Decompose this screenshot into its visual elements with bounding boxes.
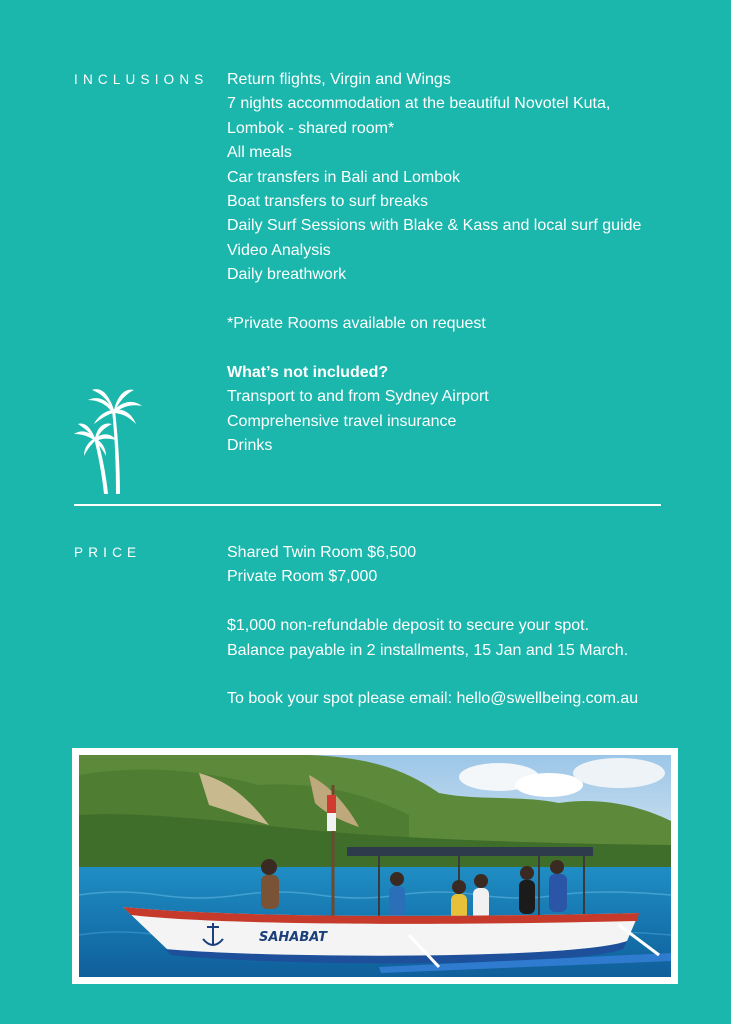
boat-photo: [79, 755, 671, 977]
not-included-item: Comprehensive travel insurance: [227, 412, 457, 430]
inclusion-item: Return flights, Virgin and Wings: [227, 71, 451, 88]
not-included-item: Transport to and from Sydney Airport: [227, 388, 489, 406]
inclusion-item: Lombok - shared room*: [227, 119, 395, 137]
inclusion-item: Boat transfers to surf breaks: [227, 193, 428, 211]
inclusion-item: Video Analysis: [227, 241, 331, 259]
price-option: Private Room $7,000: [227, 568, 378, 586]
boat-photo-frame: [72, 748, 678, 984]
booking-email: To book your spot please email: hello@swellbeing.com.au: [227, 690, 639, 708]
section-divider: [74, 504, 661, 506]
boat-name-text: SAHABAT: [259, 930, 327, 945]
inclusion-item: Daily breathwork: [227, 266, 347, 284]
inclusion-item: 7 nights accommodation at the beautiful Novotel Kuta,: [227, 95, 611, 113]
palm-tree-icon: [72, 388, 148, 496]
not-included-item: Drinks: [227, 437, 273, 455]
price-option: Shared Twin Room $6,500: [227, 544, 417, 561]
inclusions-label: INCLUSIONS: [74, 72, 209, 87]
inclusions-list: [227, 68, 717, 458]
price-label: PRICE: [74, 545, 142, 560]
inclusion-item: Car transfers in Bali and Lombok: [227, 168, 460, 186]
balance-text: Balance payable in 2 installments, 15 Jan and 15 March.: [227, 641, 629, 659]
inclusion-item: All meals: [227, 144, 292, 162]
price-details: [227, 541, 717, 712]
inclusion-item: Daily Surf Sessions with Blake & Kass and local surf guide: [227, 217, 642, 235]
not-included-heading: What’s not included?: [227, 363, 389, 381]
deposit-text: $1,000 non-refundable deposit to secure your spot.: [227, 617, 590, 635]
private-rooms-note: *Private Rooms available on request: [227, 315, 486, 333]
